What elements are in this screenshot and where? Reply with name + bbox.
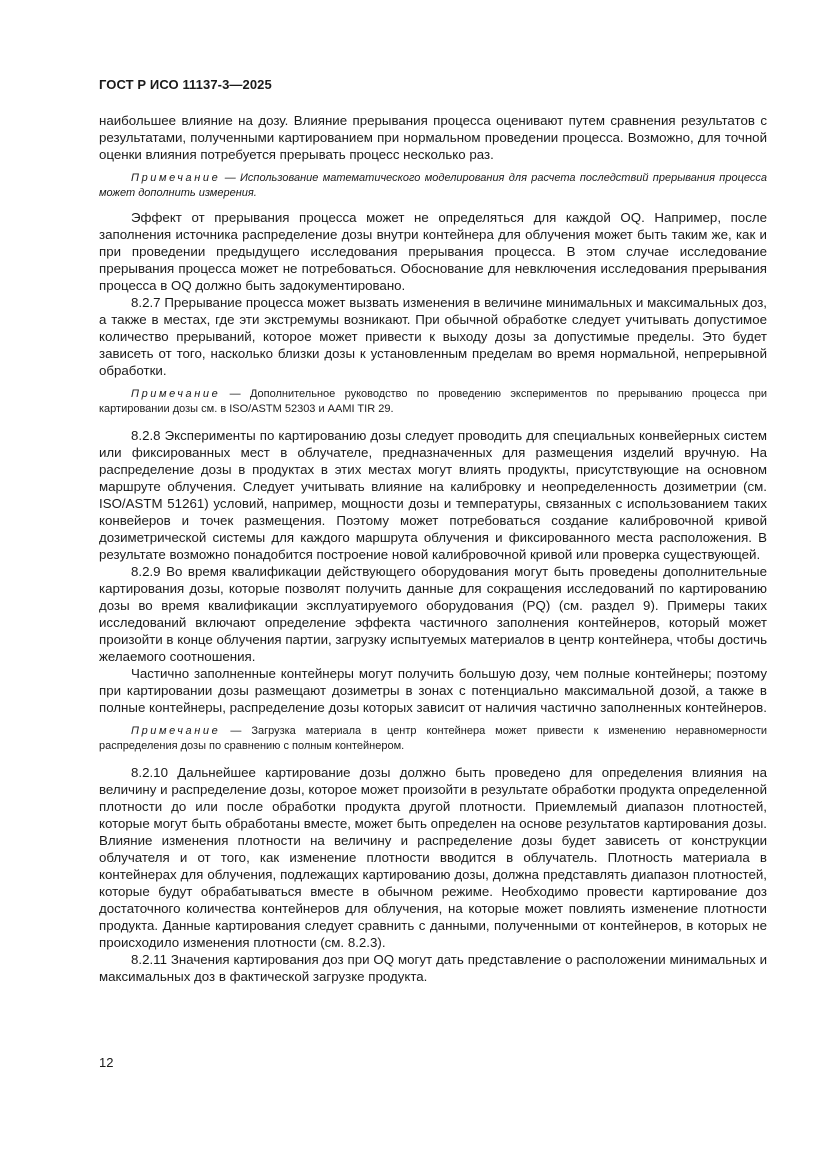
note-label: Примечание bbox=[131, 172, 221, 184]
paragraph: Частично заполненные контейнеры могут получить большую дозу, чем полные контейнеры; поэтому при картировании дозы размещают дозиметры в зонах с потенциально максимальной дозой, а также в полные контейнеры, распределение дозы которых зависит от наличия частично заполненных контейнеров. bbox=[99, 666, 767, 715]
paragraph: Эффект от прерывания процесса может не определяться для каждой OQ. Например, после заполнения источника распределение дозы внутри контейнера для облучения может быть таким же, как и при проведении предыдущего исследования прерывания процесса. В этом случае исследование прерывания процесса может не потребоваться. Обоснование для невключения исследования прерывания процесса в OQ должно быть задокументировано. bbox=[99, 210, 767, 293]
document-header: ГОСТ Р ИСО 11137-3—2025 bbox=[99, 77, 272, 92]
paragraph: 8.2.8 Эксперименты по картированию дозы следует проводить для специальных конвейерных систем или фиксированных мест в облучателе, предназначенных для размещения изделий вручную. На распределение дозы в продуктах в этих местах могут влиять продукты, присутствующие на основном маршруте облучения. Следует учитывать влияние на калибровку и неопределенность дозиметрии (см. ISO/ASTM 51261) условий, например, мощности дозы и температуры, связанных с использованием таких конвейеров и точек размещения. Поэтому может потребоваться создание калибровочной кривой дозиметрической системы для каждого маршрута облучения и фиксированного места расположения. В результате возможно понадобится построение новой калибровочной кривой или проверка существующей. bbox=[99, 428, 767, 562]
paragraph: 8.2.10 Дальнейшее картирование дозы должно быть проведено для определения влияния на величину и распределение дозы, которое может произойти в результате обработки продукта определенной плотности до или после обработки продукта другой плотности. Приемлемый диапазон плотностей, которые могут быть обработаны вместе, может быть определен на основе результатов картирования дозы. Влияние изменения плотности на величину и распределение дозы будет зависеть от конструкции облучателя и от того, как изменение плотности вводится в облучатель. Плотность материала в контейнерах для облучения, подлежащих картированию дозы, должна представлять диапазон плотностей, которые будут обрабатываться вместе в обычном режиме. Необходимо провести картирование доз достаточного количества контейнеров для облучения, на которые может повлиять изменение плотности продукта. Данные картирования следует сравнить с данными, полученными от контейнеров, в которых не происходило изменения плотности (см. 8.2.3). bbox=[99, 765, 767, 950]
document-body bbox=[99, 112, 767, 985]
paragraph: 8.2.11 Значения картирования доз при OQ могут дать представление о расположении минимальных и максимальных доз в фактической загрузке продукта. bbox=[99, 952, 767, 984]
paragraph: наибольшее влияние на дозу. Влияние прерывания процесса оценивают путем сравнения результатов с результатами, полученными картированием при нормальном проведении процесса. Возможно, для точной оценки влияния потребуется прерывать процесс несколько раз. bbox=[99, 113, 767, 162]
note-text: — Дополнительное руководство по проведению экспериментов по прерыванию процесса при картировании дозы см. в ISO/ASTM 52303 и AAMI TIR 29. bbox=[99, 388, 767, 415]
note-label: Примечание bbox=[131, 388, 221, 400]
note bbox=[99, 724, 767, 754]
note-text: — Загрузка материала в центр контейнера может привести к изменению неравномерности распределения дозы по сравнению с полным контейнером. bbox=[99, 725, 767, 752]
note-label: Примечание bbox=[131, 725, 221, 737]
note-text: — Использование математического моделирования для расчета последствий прерывания процесса может дополнить измерения. bbox=[99, 172, 767, 199]
note bbox=[99, 387, 767, 417]
paragraph: 8.2.9 Во время квалификации действующего оборудования могут быть проведены дополнительные картирования дозы, которые позволят получить данные для сокращения исследований по картированию дозы во время квалификации эксплуатируемого оборудования (PQ) (см. раздел 9). Примеры таких исследований включают определение эффекта частичного заполнения контейнеров, который может произойти в конце облучения партии, загрузку испытуемых материалов в центр контейнера, чтобы достичь желаемого соотношения. bbox=[99, 564, 767, 664]
note bbox=[99, 171, 767, 201]
paragraph: 8.2.7 Прерывание процесса может вызвать изменения в величине минимальных и максимальных доз, а также в местах, где эти экстремумы возникают. При обычной обработке следует учитывать допустимое количество прерываний, которое может привести к выходу дозы за допустимые пределы. Это будет зависеть от того, насколько близки дозы к установленным пределам во время нормальной, непрерывной обработки. bbox=[99, 295, 767, 378]
page-number: 12 bbox=[99, 1055, 114, 1070]
